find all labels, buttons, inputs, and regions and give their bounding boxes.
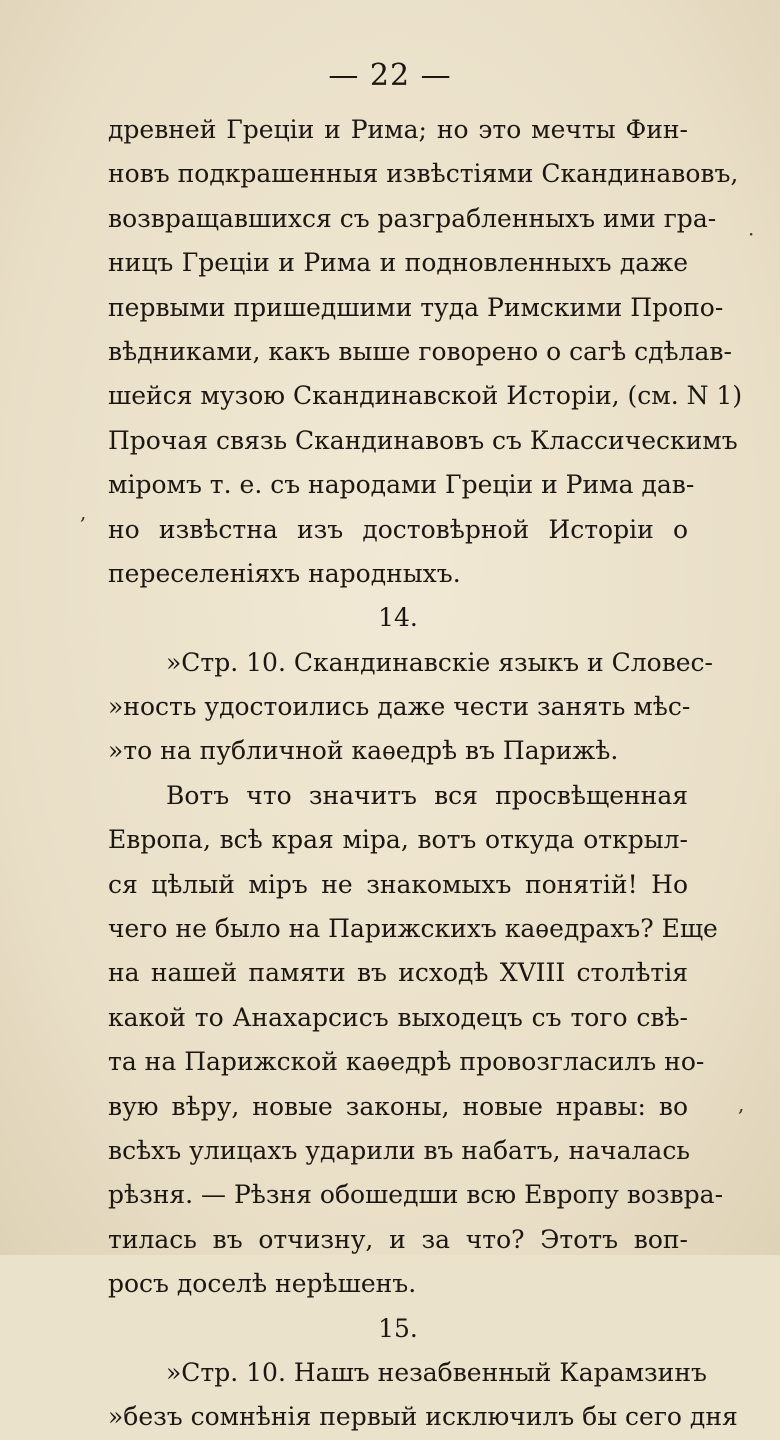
page-text: [108, 108, 743, 1440]
text-line: Европа, всѣ края міра, вотъ откуда открыл-: [108, 825, 688, 855]
text-line: міромъ т. е. съ народами Греціи и Рима дав-: [108, 470, 695, 500]
text-line: новъ подкрашенныя извѣстіями Скандинавовъ,: [108, 159, 739, 189]
text-line: вѣдниками, какъ выше говорено о сагѣ сдѣлав-: [108, 336, 732, 366]
text-line: какой то Анахарсисъ выходецъ съ того свѣ-: [108, 1002, 688, 1032]
page-number: — 22 —: [328, 58, 452, 93]
section-number: 15.: [378, 1313, 418, 1343]
text-line: тилась въ отчизну, и за что? Этотъ воп-: [108, 1224, 688, 1254]
text-line: но извѣстна изъ достовѣрной Исторіи о: [108, 514, 688, 544]
text-line: переселеніяхъ народныхъ.: [108, 558, 461, 588]
text-line: Прочая связь Скандинавовъ съ Классическимъ: [108, 425, 738, 455]
text-line: »Стр. 10. Скандинавскіе языкъ и Словес-: [166, 647, 714, 677]
stray-mark: ·: [748, 222, 755, 246]
stray-mark: ,: [738, 1092, 745, 1116]
text-line: росъ доселѣ нерѣшенъ.: [108, 1269, 417, 1299]
text-line: шейся музою Скандинавской Исторіи, (см. N 1): [108, 381, 743, 411]
text-line: древней Греціи и Рима; но это мечты Фин-: [108, 115, 688, 144]
text-line: возвращавшихся съ разграбленныхъ ими гра-: [108, 203, 717, 233]
section-number: 14.: [378, 603, 418, 633]
text-line: на нашей памяти въ исходѣ XVIII столѣтія: [108, 958, 688, 988]
text-line: та на Парижской каѳедрѣ провозгласилъ но-: [108, 1047, 705, 1077]
stray-mark: ,: [80, 500, 87, 524]
text-line: »Стр. 10. Нашъ незабвенный Карамзинъ: [166, 1357, 707, 1387]
text-line: чего не было на Парижскихъ каѳедрахъ? Еще: [108, 914, 718, 944]
text-line: вую вѣру, новые законы, новые нравы: во: [108, 1091, 688, 1121]
text-line: первыми пришедшими туда Римскими Пропо-: [108, 292, 724, 322]
text-line: рѣзня. — Рѣзня обошедши всю Европу возвра-: [108, 1180, 724, 1210]
text-line: всѣхъ улицахъ ударили въ набатъ, началась: [108, 1135, 690, 1165]
text-line: »ность удостоились даже чести занять мѣс-: [108, 692, 691, 722]
text-line: ся цѣлый міръ не знакомыхъ понятій! Но: [108, 869, 688, 899]
text-line: ницъ Греціи и Рима и подновленныхъ даже: [108, 248, 688, 278]
text-line: »безъ сомнѣнія первый исключилъ бы сего дня: [108, 1402, 738, 1432]
text-line: Вотъ что значитъ вся просвѣщенная: [166, 780, 688, 810]
text-line: »то на публичной каѳедрѣ въ Парижѣ.: [108, 736, 619, 766]
